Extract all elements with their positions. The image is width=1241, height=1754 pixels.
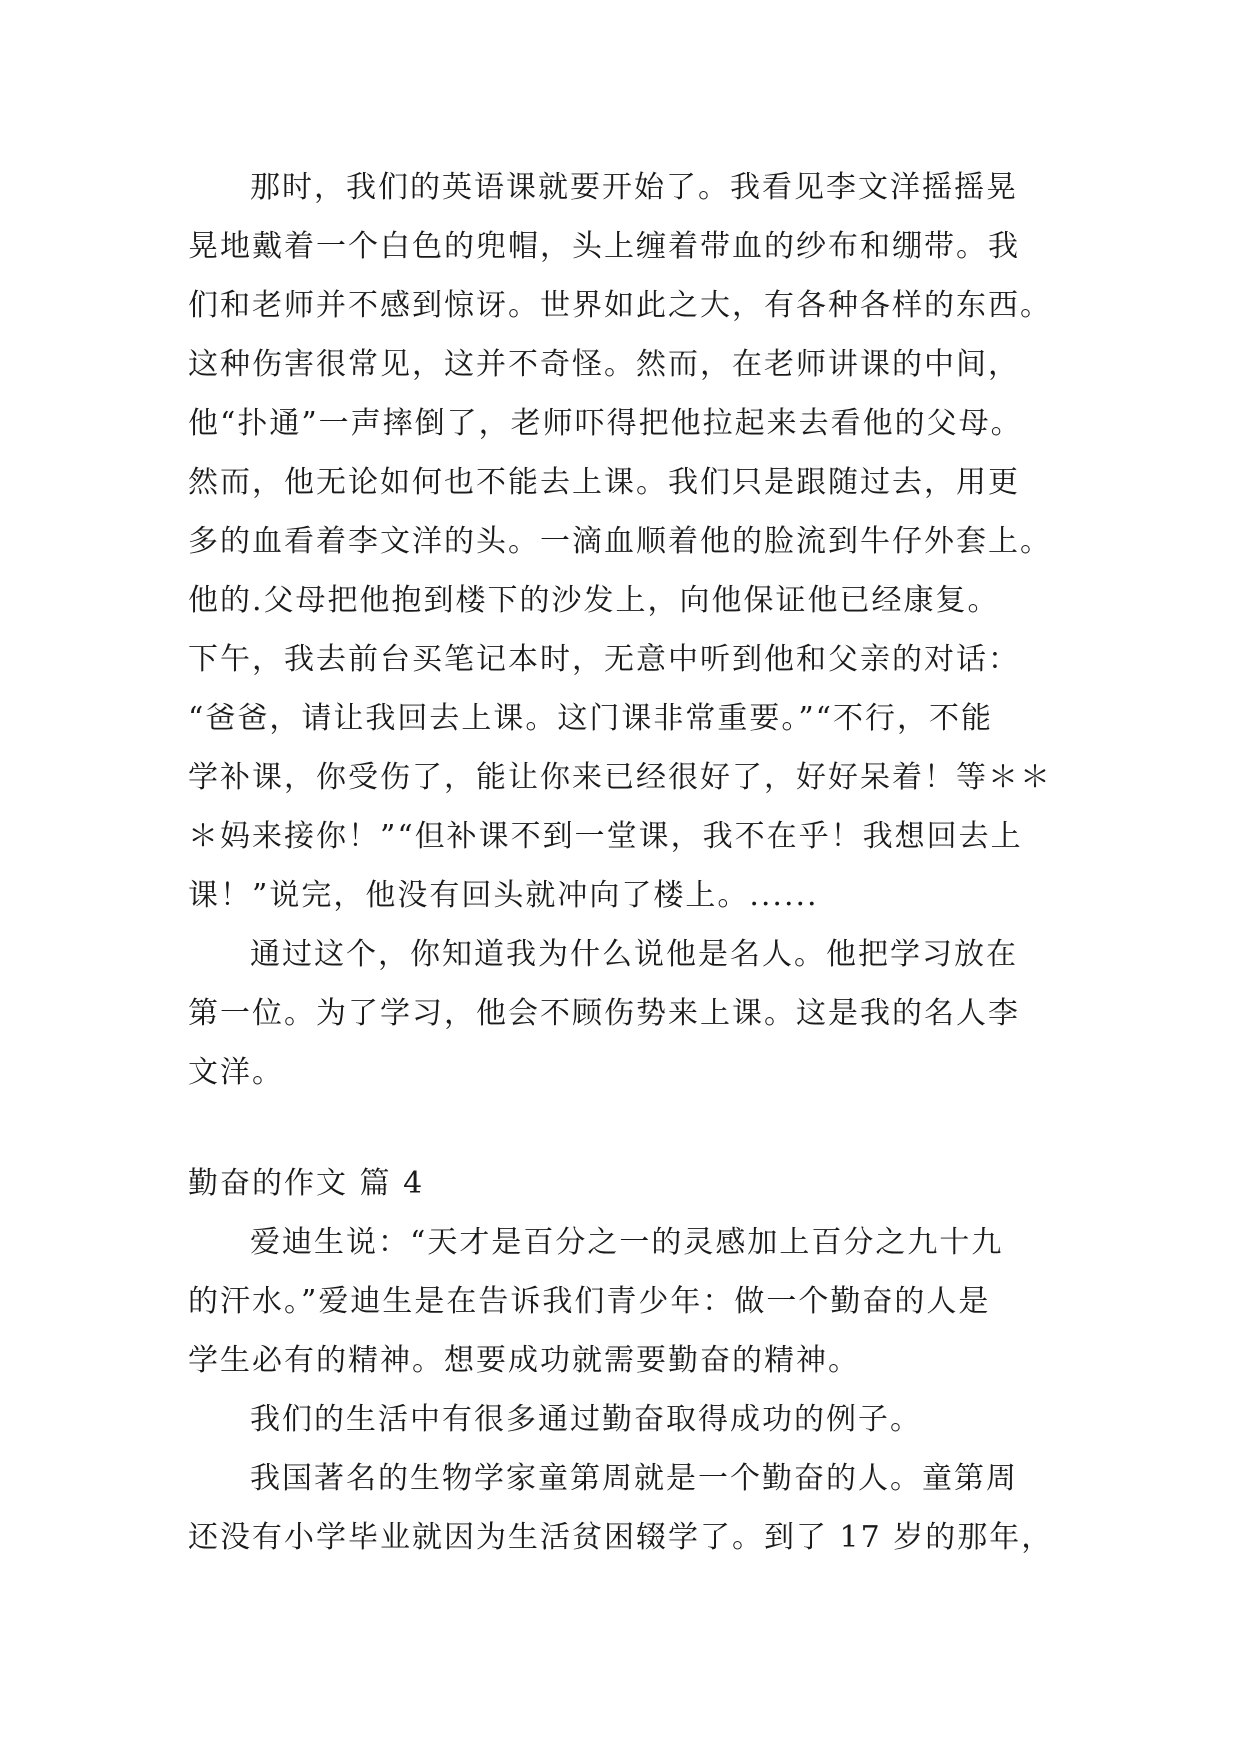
text-line: 学补课，你受伤了，能让你来已经很好了，好好呆着！等＊＊ <box>188 760 1052 795</box>
text-line: 下午，我去前台买笔记本时，无意中听到他和父亲的对话： <box>188 642 1020 677</box>
text-line: 还没有小学毕业就因为生活贫困辍学了。到了 17 岁的那年， <box>188 1520 1054 1555</box>
text-line: 然而，他无论如何也不能去上课。我们只是跟随过去，用更 <box>188 465 1020 500</box>
text-line: 爱迪生说：“天才是百分之一的灵感加上百分之九十九 <box>250 1225 1004 1260</box>
text-line: 他的.父母把他抱到楼下的沙发上，向他保证他已经康复。 <box>188 583 1000 618</box>
text-line: 多的血看着李文洋的头。一滴血顺着他的脸流到牛仔外套上。 <box>188 524 1052 559</box>
text-line: 课！”说完，他没有回头就冲向了楼上。...... <box>188 878 819 913</box>
text-line: 学生必有的精神。想要成功就需要勤奋的精神。 <box>188 1343 860 1378</box>
text-line: 这种伤害很常见，这并不奇怪。然而，在老师讲课的中间， <box>188 347 1020 382</box>
text-line: 们和老师并不感到惊讶。世界如此之大，有各种各样的东西。 <box>188 288 1052 323</box>
document-body <box>188 158 1060 1567</box>
text-line: ＊妈来接你！”“但补课不到一堂课，我不在乎！我想回去上 <box>188 819 1023 854</box>
text-line: 他“扑通”一声摔倒了，老师吓得把他拉起来去看他的父母。 <box>188 406 1023 441</box>
text-line: 那时，我们的英语课就要开始了。我看见李文洋摇摇晃 <box>250 170 1018 205</box>
text-line: 通过这个，你知道我为什么说他是名人。他把学习放在 <box>250 937 1018 972</box>
section-gap <box>188 1102 1060 1154</box>
section-heading: 勤奋的作文 篇 4 <box>188 1166 425 1201</box>
text-line: 文洋。 <box>188 1055 284 1090</box>
text-line: “爸爸，请让我回去上课。这门课非常重要。”“不行，不能 <box>188 701 994 736</box>
text-line: 我们的生活中有很多通过勤奋取得成功的例子。 <box>250 1402 922 1437</box>
text-line: 的汗水。”爱迪生是在告诉我们青少年：做一个勤奋的人是 <box>188 1284 991 1319</box>
text-line: 第一位。为了学习，他会不顾伤势来上课。这是我的名人李 <box>188 996 1020 1031</box>
text-line: 我国著名的生物学家童第周就是一个勤奋的人。童第周 <box>250 1461 1018 1496</box>
text-line: 晃地戴着一个白色的兜帽，头上缠着带血的纱布和绷带。我 <box>188 229 1020 264</box>
